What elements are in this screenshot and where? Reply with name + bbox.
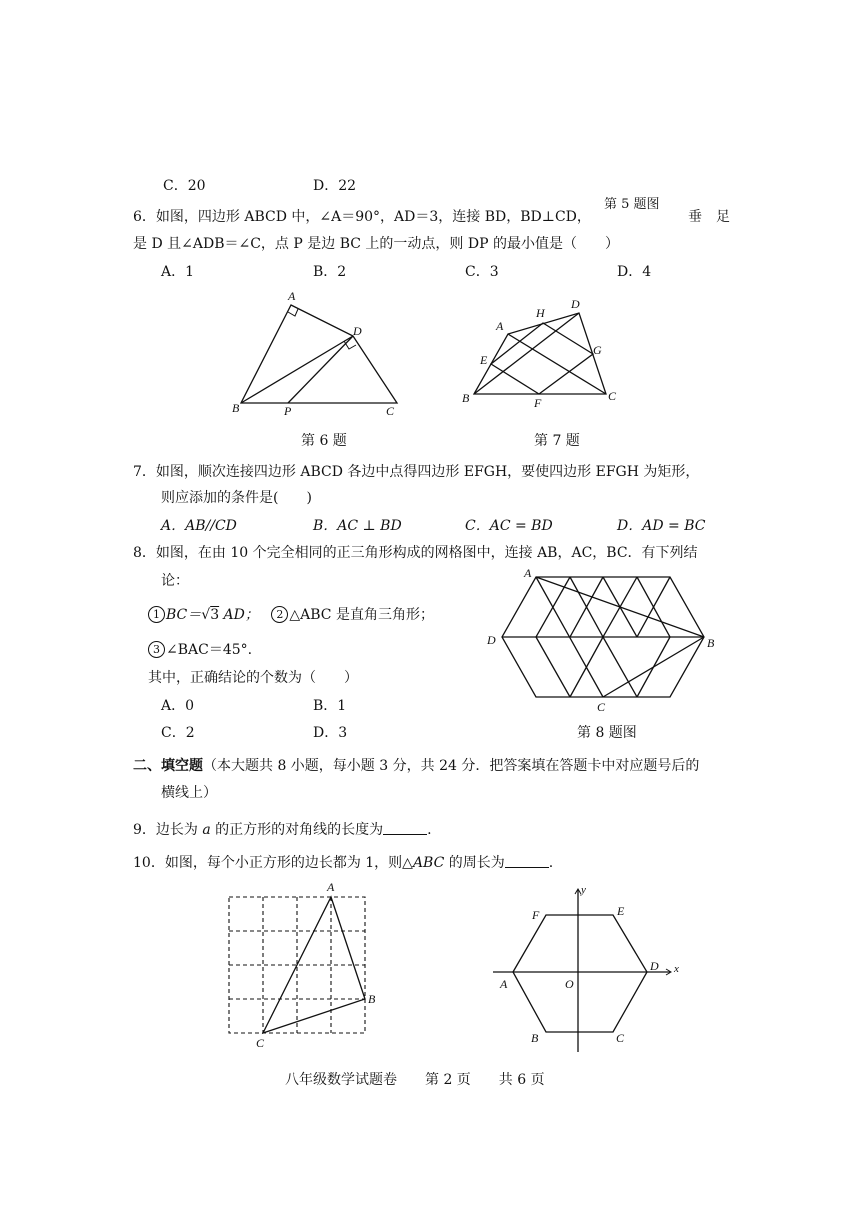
q8-c1-root: 3 xyxy=(210,607,220,623)
q6-stem-tail: 垂 足 xyxy=(688,209,730,225)
q9-answer-blank[interactable] xyxy=(383,822,427,835)
q9-text-a: 9．边长为 xyxy=(133,822,203,838)
hex-label-y: y xyxy=(581,884,586,896)
q8-option-c: C．2 xyxy=(161,725,195,741)
q6-option-d: D．4 xyxy=(617,264,652,280)
f6-label-c: C xyxy=(386,404,395,418)
q10-text-b: 的周长为 xyxy=(444,855,505,871)
q8-option-b: B．1 xyxy=(313,698,347,714)
f8-label-a: A xyxy=(524,566,532,580)
q9-end: . xyxy=(427,822,432,838)
f8-label-b: B xyxy=(707,636,715,650)
q8-option-d: D．3 xyxy=(313,725,348,741)
figure-q8 xyxy=(480,565,720,715)
f6-label-b: B xyxy=(232,401,240,415)
f10-label-b: B xyxy=(368,992,376,1006)
q9-text-b: 的正方形的对角线的长度为 xyxy=(210,822,384,838)
hex-label-o: O xyxy=(565,977,574,991)
q10-var: ABC xyxy=(412,855,445,871)
f10-label-c: C xyxy=(256,1036,265,1050)
f7-label-h: H xyxy=(536,306,545,320)
page-footer: 八年级数学试题卷 第 2 页 共 6 页 xyxy=(285,1072,545,1088)
f6-label-a: A xyxy=(288,289,296,303)
q7-option-a: A．AB//CD xyxy=(161,518,237,534)
hex-label-e: E xyxy=(617,904,625,918)
f7-label-a: A xyxy=(496,319,504,333)
f6-label-d: D xyxy=(353,324,362,338)
q10-answer-blank[interactable] xyxy=(505,855,549,868)
section2-title: 二、填空题 xyxy=(133,758,203,774)
q6-option-c: C．3 xyxy=(465,264,499,280)
f7-label-e: E xyxy=(480,353,488,367)
f7-label-f: F xyxy=(534,396,542,410)
q8-c1-text-b: AD； xyxy=(219,607,259,623)
f7-label-d: D xyxy=(571,297,580,311)
q8-stem-line2: 论： xyxy=(161,573,189,589)
section2-header-line2: 横线上） xyxy=(161,785,217,801)
section2-desc: （本大题共 8 小题，每小题 3 分，共 24 分．把答案填在答题卡中对应题号后的 xyxy=(203,758,700,774)
q10-stem xyxy=(133,852,553,872)
q7-stem-line1: 7．如图，顺次连接四边形 ABCD 各边中点得四边形 EFGH，要使四边形 EFGH 为矩形， xyxy=(133,464,700,480)
q7-figure-caption: 第 7 题 xyxy=(534,433,580,449)
q8-stem-line1: 8．如图，在由 10 个完全相同的正三角形构成的网格图中，连接 AB，AC，BC．有下列结 xyxy=(133,545,698,561)
hex-label-b: B xyxy=(531,1031,539,1045)
q6-stem-line1: 6．如图，四边形 ABCD 中，∠A＝90°，AD＝3，连接 BD，BD⊥CD， xyxy=(133,209,591,225)
q5-option-c: C．20 xyxy=(163,178,206,194)
sqrt-symbol: √ xyxy=(201,607,211,623)
q8-conclusion-3 xyxy=(148,639,252,659)
f7-label-g: G xyxy=(593,343,602,357)
hex-label-c: C xyxy=(616,1031,625,1045)
circled-number-3: 3 xyxy=(148,641,165,658)
q9-stem xyxy=(133,819,432,839)
q5-figure-caption: 第 5 题图 xyxy=(604,197,660,212)
hex-label-a: A xyxy=(500,977,508,991)
hex-label-d: D xyxy=(650,959,659,973)
hex-label-x: x xyxy=(674,963,679,975)
q5-option-d: D．22 xyxy=(313,178,357,194)
circled-number-2: 2 xyxy=(271,606,288,623)
figure-q7 xyxy=(455,292,625,414)
figure-hexagon-axes xyxy=(490,880,690,1055)
q8-c3-text: ∠BAC＝45°. xyxy=(166,642,253,658)
q6-option-a: A．1 xyxy=(161,264,195,280)
q7-option-b: B．AC ⊥ BD xyxy=(313,518,402,534)
q8-c2-text: △ABC 是直角三角形； xyxy=(289,607,434,623)
q8-conclusion-1 xyxy=(148,604,434,624)
f8-label-c: C xyxy=(597,700,606,714)
figure-q10 xyxy=(215,878,385,1053)
hex-label-f: F xyxy=(532,908,540,922)
f7-label-b: B xyxy=(462,391,470,405)
q9-var: a xyxy=(202,822,211,838)
q7-stem-line2: 则应添加的条件是( ) xyxy=(161,490,312,506)
q10-text-a: 10．如图，每个小正方形的边长都为 1，则△ xyxy=(133,855,413,871)
f8-label-d: D xyxy=(487,633,496,647)
q8-option-a: A．0 xyxy=(161,698,195,714)
q8-question: 其中，正确结论的个数为（ ） xyxy=(148,670,358,686)
q8-figure-caption: 第 8 题图 xyxy=(577,725,637,741)
figure-q6 xyxy=(220,285,420,420)
section2-header-line1 xyxy=(133,755,699,775)
q7-option-d: D．AD = BC xyxy=(617,518,706,534)
q8-c1-text-a: BC＝ xyxy=(166,607,202,623)
q6-figure-caption: 第 6 题 xyxy=(301,433,347,449)
circled-number-1: 1 xyxy=(148,606,165,623)
q10-end: . xyxy=(548,855,554,871)
q6-stem-line2: 是 D 且∠ADB＝∠C，点 P 是边 BC 上的一动点，则 DP 的最小值是（ ） xyxy=(133,236,619,252)
f7-label-c: C xyxy=(608,389,617,403)
f10-label-a: A xyxy=(327,880,335,894)
f6-label-p: P xyxy=(284,404,292,418)
q7-option-c: C．AC = BD xyxy=(465,518,553,534)
q6-option-b: B．2 xyxy=(313,264,347,280)
